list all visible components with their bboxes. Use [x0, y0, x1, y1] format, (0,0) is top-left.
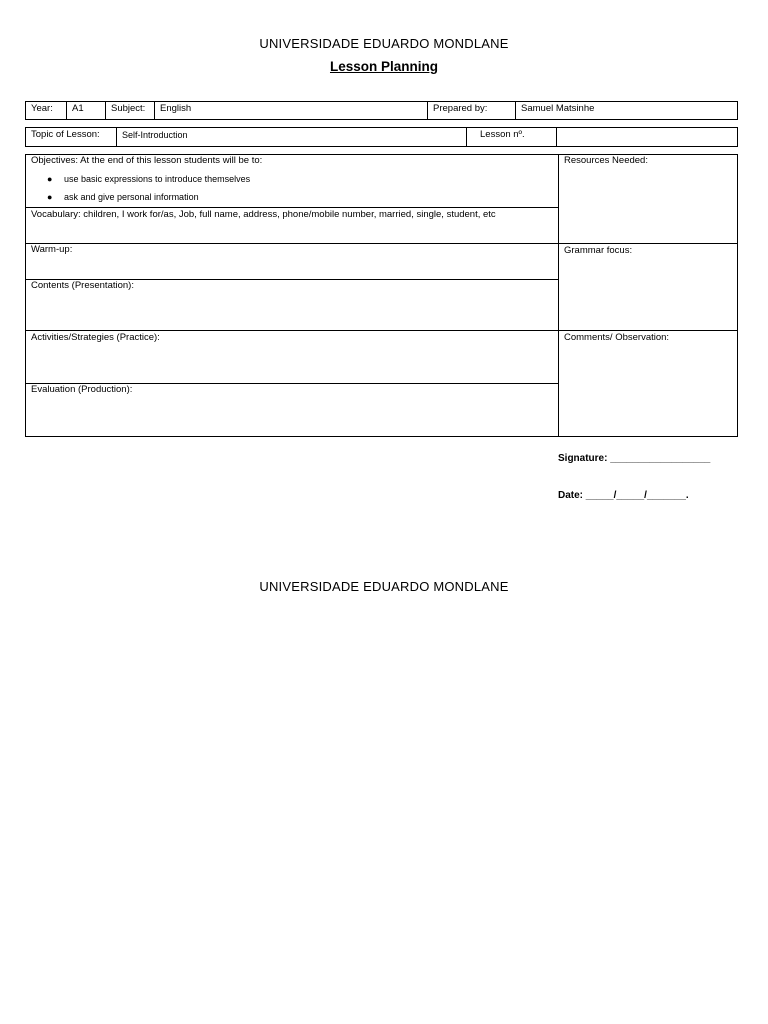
vocabulary-text: Vocabulary: children, I work for/as, Job, full name, address, phone/mobile number, married, single, student, etc	[31, 209, 496, 220]
evaluation-label: Evaluation (Production):	[31, 384, 133, 395]
topic-value: Self-Introduction	[122, 130, 188, 140]
divider	[466, 127, 467, 147]
date-line: Date: _____/_____/_______.	[558, 490, 689, 501]
objective-item: ask and give personal information	[64, 192, 199, 202]
signature-line: Signature: __________________	[558, 453, 711, 464]
bullet-icon: ●	[47, 174, 53, 184]
university-name: UNIVERSIDADE EDUARDO MONDLANE	[259, 36, 509, 51]
row-divider	[25, 330, 738, 331]
subject-label: Subject:	[111, 103, 146, 114]
lesson-number-label: Lesson nº.	[480, 129, 525, 140]
page-title	[0, 59, 768, 74]
page-title-text: Lesson Planning	[329, 59, 438, 74]
lesson-number-value	[557, 128, 567, 130]
topic-label: Topic of Lesson:	[31, 129, 100, 140]
objective-item: use basic expressions to introduce themselves	[64, 174, 251, 184]
year-value: A1	[72, 103, 84, 114]
bullet-icon: ●	[47, 192, 53, 202]
column-divider	[558, 154, 559, 437]
prepared-by-value: Samuel Matsinhe	[521, 103, 595, 114]
prepared-by-label: Prepared by:	[433, 103, 488, 114]
contents-label: Contents (Presentation):	[31, 280, 134, 291]
year-label: Year:	[31, 103, 53, 114]
warmup-label: Warm-up:	[31, 244, 73, 255]
activities-label: Activities/Strategies (Practice):	[31, 332, 160, 343]
divider	[556, 127, 557, 147]
row-divider	[25, 243, 738, 244]
subject-value: English	[160, 103, 192, 114]
comments-label: Comments/ Observation:	[564, 332, 670, 343]
grammar-focus-label: Grammar focus:	[564, 245, 633, 256]
objectives-label: Objectives: At the end of this lesson students will be to:	[31, 155, 263, 166]
row-divider	[25, 207, 558, 208]
second-page-university-name: UNIVERSIDADE EDUARDO MONDLANE	[259, 579, 509, 594]
resources-label: Resources Needed:	[564, 155, 648, 166]
